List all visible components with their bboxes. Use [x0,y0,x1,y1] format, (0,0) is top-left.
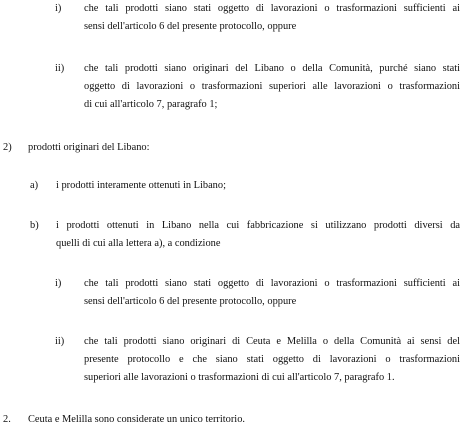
text-line: i prodotti interamente ottenuti in Libano; [56,180,226,191]
list-marker: i) [55,278,62,289]
text-line: di cui all'articolo 7, paragrafo 1; [84,99,218,110]
text-line: prodotti originari del Libano: [28,142,150,153]
list-marker: 2) [3,142,12,153]
text-line: che tali prodotti siano stati oggetto di lavorazioni o trasformazioni sufficienti ai [84,278,460,289]
text-line: superiori alle lavorazioni o trasformazioni di cui all'articolo 7, paragrafo 1. [84,372,395,383]
list-marker: i) [55,3,62,14]
text-line: oggetto di lavorazioni o trasformazioni superiori alle lavorazioni o trasformazioni [84,81,460,92]
text-line: quelli di cui alla lettera a), a condizione [56,238,221,249]
text-line: i prodotti ottenuti in Libano nella cui fabbricazione si utilizzano prodotti diversi da [56,220,460,231]
text-line: che tali prodotti siano stati oggetto di lavorazioni o trasformazioni sufficienti ai [84,3,460,14]
list-marker: ii) [55,336,65,347]
list-marker: a) [30,180,39,191]
text-line: sensi dell'articolo 6 del presente protocollo, oppure [84,21,297,32]
text-line: Ceuta e Melilla sono considerate un unico territorio. [28,414,245,425]
text-line: che tali prodotti siano originari del Libano o della Comunità, purché siano stati [84,63,460,74]
list-marker: b) [30,220,39,231]
list-marker: 2. [3,414,11,425]
text-line: presente protocollo e che siano stati oggetto di lavorazioni o trasformazioni [84,354,460,365]
text-line: che tali prodotti siano originari di Ceuta e Melilla o della Comunità ai sensi del [84,336,460,347]
text-line: sensi dell'articolo 6 del presente protocollo, oppure [84,296,297,307]
list-marker: ii) [55,63,65,74]
